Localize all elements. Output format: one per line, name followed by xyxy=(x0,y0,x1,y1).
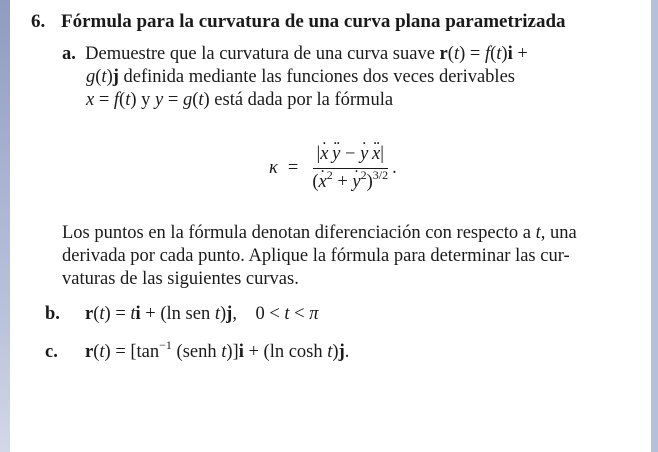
part-a-line-2: g(t)j definida mediante las funciones dos veces derivables xyxy=(86,67,515,87)
problem-heading xyxy=(31,11,566,33)
part-a-label: a. xyxy=(62,44,76,64)
right-edge-strip xyxy=(651,0,658,452)
part-a-line-1 xyxy=(62,43,528,65)
document-page xyxy=(10,0,651,452)
part-c-expr: $r(t) = [\tan^{-1}$ (senh t)]i + (ln cosh t)j. xyxy=(85,338,350,362)
formula-numerator: |. x .. y − . y .. x| xyxy=(313,144,388,169)
problem-title: Fórmula para la curvatura de una curva plana parametrizada xyxy=(61,11,566,32)
part-b-expr: r(t) = ti + (ln sen t)j, 0 < t < π xyxy=(85,304,319,324)
paragraph-line-2: derivada por cada punto. Aplique la fórmula para determinar las cur- xyxy=(62,246,570,266)
part-b xyxy=(45,303,318,325)
formula-denominator: (. $x^2$ + . $y^2)^{3/2}$ xyxy=(308,169,392,193)
formula-fraction xyxy=(308,144,392,193)
formula-kappa: κ xyxy=(269,157,278,178)
part-c xyxy=(45,338,350,363)
part-b-label: b. xyxy=(45,304,60,324)
formula-equals: = xyxy=(287,157,299,178)
part-c-label: c. xyxy=(45,342,58,362)
curvature-formula xyxy=(269,138,397,198)
formula-period: . xyxy=(392,157,397,178)
problem-number: 6. xyxy=(31,11,46,32)
part-a-line-3: x = f(t) y y = g(t) está dada por la fórmula xyxy=(86,90,394,110)
left-edge-strip xyxy=(0,0,10,452)
paragraph-line-1: Los puntos en la fórmula denotan diferenciación con respecto a t, una xyxy=(62,223,577,243)
paragraph-line-3: vaturas de las siguientes curvas. xyxy=(62,269,299,289)
part-a-line-1-math: r(t) = f(t)i + xyxy=(439,44,528,64)
part-a-line-1-text: Demuestre que la curvatura de una curva suave xyxy=(80,44,440,64)
